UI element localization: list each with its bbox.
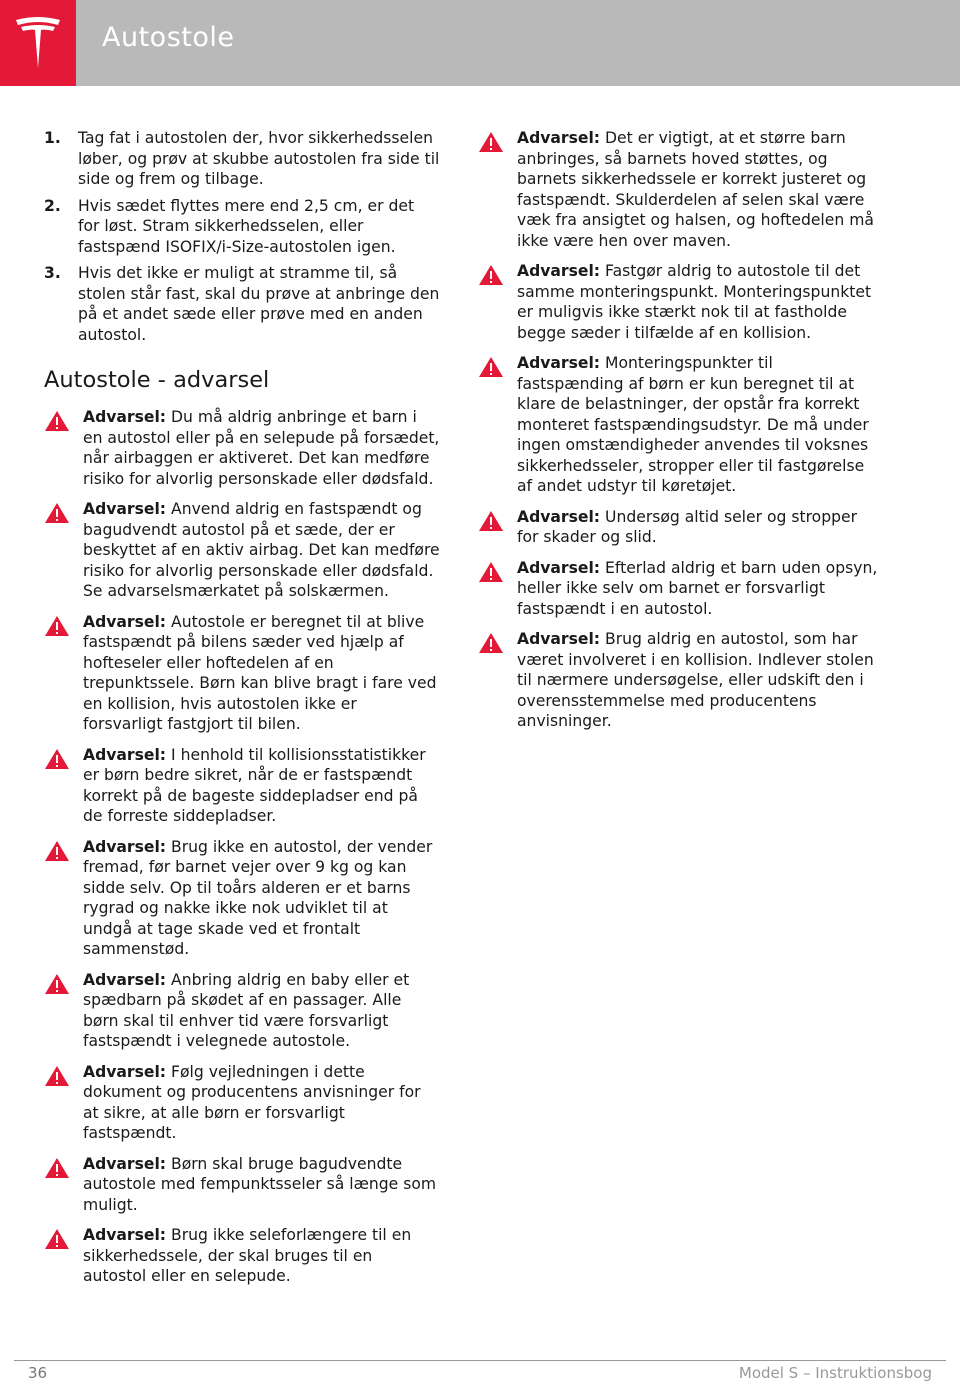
warning-item [44, 612, 440, 735]
warning-text: Monteringspunkter til fastspænding af børn er kun beregnet til at klare de belastninger, der opstår fra korrekt monteret fastspændingsudstyr. De må under ingen omstændigheder anvendes til voksnes sikkerhedsseler, stropper eller til fastgørelse af andet udstyr til køretøjet. [517, 354, 869, 495]
warning-triangle-icon [44, 615, 70, 637]
warning-triangle-icon [44, 410, 70, 432]
right-column [478, 128, 878, 742]
warning-triangle-icon [478, 356, 504, 378]
page-header [0, 0, 960, 86]
warning-text: Du må aldrig anbringe et barn i en autostol eller på en selepude på forsædet, når airbaggen er aktiveret. Det kan medføre risiko for alvorlig personskade eller dødsfald. [83, 408, 440, 488]
warning-triangle-icon [44, 1228, 70, 1250]
tesla-logo-icon [13, 16, 63, 70]
warning-triangle-icon [44, 1065, 70, 1087]
warning-triangle-icon [478, 632, 504, 654]
step-text: Hvis sædet flyttes mere end 2,5 cm, er det for løst. Stram sikkerhedsselen, eller fastspænd ISOFIX/i-Size-autostolen igen. [78, 196, 415, 256]
warning-item [44, 745, 440, 827]
warning-item [478, 353, 878, 497]
step-number: 3. [44, 264, 61, 282]
warning-item [44, 1154, 440, 1216]
warning-text: Autostole er beregnet til at blive fastspændt på bilens sæder ved hjælp af hofteseler eller hoftedelen af en trepunktssele. Børn kan blive bragt i fare ved en kollision, hvis autostolen ikke er forsvarligt fastgjort til bilen. [83, 612, 437, 733]
warning-label: Advarsel: [83, 612, 167, 631]
list-item [44, 263, 440, 345]
left-column [44, 128, 440, 1297]
warning-label: Advarsel: [83, 1226, 167, 1244]
warning-text: Brug aldrig en autostol, som har været involveret i en kollision. Indlever stolen til nærmere undersøgelse, eller udskift den i overensstemmelse med producentens anvisninger. [517, 630, 874, 730]
steps-list [44, 128, 440, 345]
warning-item [478, 558, 878, 620]
section-heading: Autostole - advarsel [44, 367, 270, 393]
warning-text: Det er vigtigt, at et større barn anbringes, så barnets hoved støttes, og barnets sikkerhedssele er korrekt justeret og fastspændt. Skulderdelen af selen skal være væk fra ansigtet og halsen, og hoftedelen må ikke være hen over maven. [517, 129, 874, 250]
warning-text: Brug ikke en autostol, der vender fremad, før barnet vejer over 9 kg og kan sidde selv. Op til toårs alderen er et barns rygrad og nakke ikke nok udviklet til at undgå at tage skade ved et frontalt sammenstød. [83, 837, 433, 958]
step-text: Tag fat i autostolen der, hvor sikkerhedsselen løber, og prøv at skubbe autostolen fra side til side og frem og tilbage. [78, 129, 440, 188]
warning-text: I henhold til kollisionsstatistikker er børn bedre sikret, når de er fastspændt korrekt på de bageste siddepladser end på de forreste siddepladser. [83, 745, 426, 825]
warning-item [478, 261, 878, 343]
step-number: 2. [44, 196, 61, 215]
warning-label: Advarsel: [83, 970, 167, 989]
warning-item [44, 499, 440, 602]
warning-item [44, 970, 440, 1052]
warning-item [478, 128, 878, 251]
warning-item [44, 1225, 440, 1287]
warning-label: Advarsel: [517, 507, 601, 526]
warning-label: Advarsel: [83, 1062, 167, 1081]
warning-text: Brug ikke seleforlængere til en sikkerhedssele, der skal bruges til en autostol eller en selepude. [83, 1226, 412, 1285]
warning-item [44, 837, 440, 960]
warning-label: Advarsel: [83, 1154, 167, 1173]
warning-label: Advarsel: [83, 837, 167, 856]
warning-item [478, 629, 878, 732]
warning-triangle-icon [44, 748, 70, 770]
warning-triangle-icon [44, 840, 70, 862]
warning-label: Advarsel: [517, 262, 601, 280]
step-number: 1. [44, 129, 61, 147]
warning-text: Undersøg altid seler og stropper for skader og slid. [517, 507, 857, 546]
warning-label: Advarsel: [83, 408, 167, 426]
warning-text: Efterlad aldrig et barn uden opsyn, heller ikke selv om barnet er forsvarligt fastspændt i en autostol. [517, 558, 878, 618]
page-title: Autostole [102, 22, 235, 53]
manual-title: Model S – Instruktionsbog [738, 1364, 932, 1382]
warning-text: Børn skal bruge bagudvendte autostole med fempunktsseler så længe som muligt. [83, 1154, 437, 1214]
list-item [44, 196, 440, 258]
warning-triangle-icon [478, 131, 504, 153]
warning-label: Advarsel: [517, 630, 601, 648]
warning-triangle-icon [478, 264, 504, 286]
page-number: 36 [28, 1364, 48, 1382]
warning-item [478, 507, 878, 548]
warning-label: Advarsel: [517, 129, 601, 147]
warning-triangle-icon [44, 502, 70, 524]
warning-text: Anbring aldrig en baby eller et spædbarn på skødet af en passager. Alle børn skal til enhver tid være forsvarligt fastspændt i velegnede autostole. [83, 970, 410, 1050]
warning-label: Advarsel: [517, 558, 601, 577]
warning-triangle-icon [44, 973, 70, 995]
warning-label: Advarsel: [517, 354, 601, 372]
tesla-logo [0, 0, 76, 86]
warning-label: Advarsel: [83, 745, 167, 764]
step-text: Hvis det ikke er muligt at stramme til, så stolen står fast, skal du prøve at anbringe den på et andet sæde eller prøve med en anden autostol. [78, 264, 440, 344]
warning-triangle-icon [478, 561, 504, 583]
warning-text: Følg vejledningen i dette dokument og producentens anvisninger for at sikre, at alle børn er forsvarligt fastspændt. [83, 1062, 421, 1142]
footer-divider [14, 1360, 946, 1361]
warning-triangle-icon [478, 510, 504, 532]
warning-triangle-icon [44, 1157, 70, 1179]
warning-item [44, 1062, 440, 1144]
warning-label: Advarsel: [83, 500, 167, 518]
warning-text: Anvend aldrig en fastspændt og bagudvendt autostol på et sæde, der er beskyttet af en aktiv airbag. Det kan medføre risiko for alvorlig personskade eller dødsfald. Se advarselsmærkatet på solskærmen. [83, 500, 440, 600]
warning-text: Fastgør aldrig to autostole til det samme monteringspunkt. Monteringspunktet er muligvis ikke stærkt nok til at fastholde begge sæder i tilfælde af en kollision. [517, 262, 872, 342]
warning-item [44, 407, 440, 489]
list-item [44, 128, 440, 190]
